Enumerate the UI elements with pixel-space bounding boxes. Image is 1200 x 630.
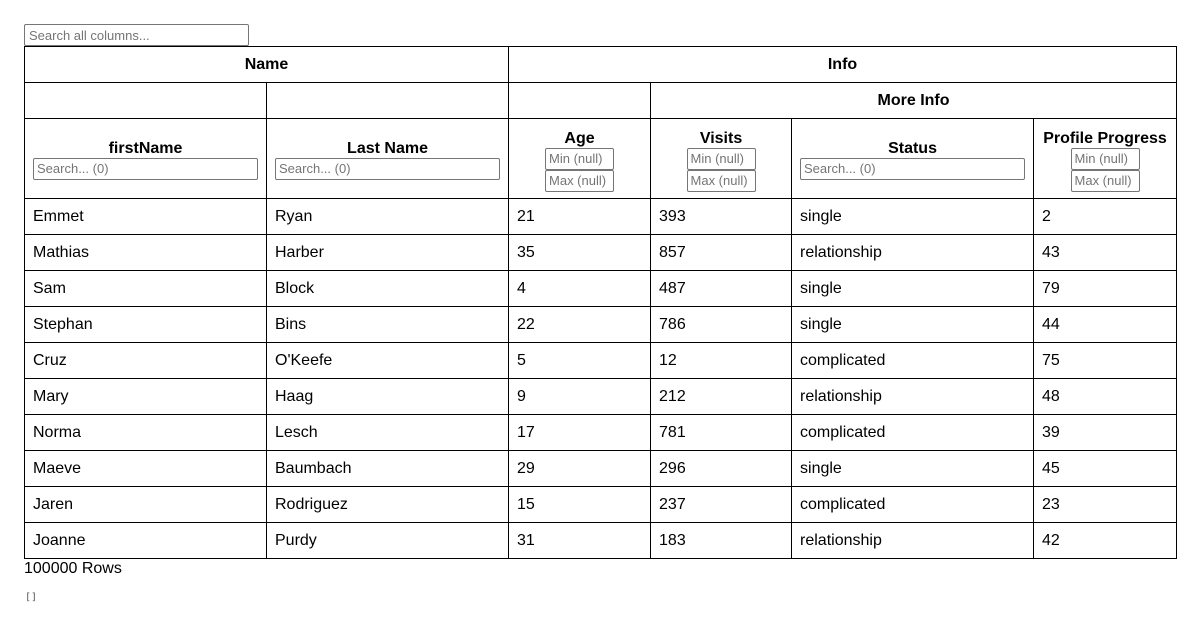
- cell-age: 29: [509, 451, 651, 487]
- column-label-age: Age: [564, 129, 595, 147]
- cell-status: complicated: [792, 343, 1034, 379]
- row-count-label: 100000 Rows: [24, 560, 122, 577]
- cell-firstname: Emmet: [25, 199, 267, 235]
- cell-visits: 786: [651, 307, 792, 343]
- cell-progress: 79: [1034, 271, 1177, 307]
- cell-progress: 23: [1034, 487, 1177, 523]
- column-header-age[interactable]: [509, 119, 651, 199]
- cell-lastname: O'Keefe: [267, 343, 509, 379]
- cell-status: complicated: [792, 415, 1034, 451]
- cell-lastname: Block: [267, 271, 509, 307]
- table-row: [25, 451, 1177, 487]
- column-header-row: [25, 119, 1177, 199]
- filter-min-progress[interactable]: [1071, 148, 1140, 170]
- cell-progress: 39: [1034, 415, 1177, 451]
- column-label-status: Status: [888, 139, 937, 157]
- table-row: [25, 199, 1177, 235]
- cell-visits: 12: [651, 343, 792, 379]
- cell-lastname: Haag: [267, 379, 509, 415]
- cell-firstname: Sam: [25, 271, 267, 307]
- column-header-progress[interactable]: [1034, 119, 1177, 199]
- column-label-visits: Visits: [699, 129, 743, 147]
- cell-status: relationship: [792, 523, 1034, 559]
- cell-lastname: Ryan: [267, 199, 509, 235]
- table-row: [25, 271, 1177, 307]
- cell-progress: 75: [1034, 343, 1177, 379]
- filter-max-age[interactable]: [545, 170, 614, 192]
- data-table: [24, 46, 1177, 559]
- cell-age: 9: [509, 379, 651, 415]
- header-subgroup-row: [25, 83, 1177, 119]
- cell-lastname: Harber: [267, 235, 509, 271]
- cell-firstname: Cruz: [25, 343, 267, 379]
- filter-input-firstname[interactable]: [33, 158, 258, 180]
- cell-progress: 48: [1034, 379, 1177, 415]
- cell-progress: 42: [1034, 523, 1177, 559]
- table-row: [25, 523, 1177, 559]
- cell-visits: 237: [651, 487, 792, 523]
- column-label-lastname: Last Name: [347, 139, 428, 157]
- cell-firstname: Mary: [25, 379, 267, 415]
- filter-max-visits[interactable]: [687, 170, 756, 192]
- cell-status: single: [792, 307, 1034, 343]
- cell-visits: 212: [651, 379, 792, 415]
- cell-age: 5: [509, 343, 651, 379]
- placeholder-header-cell: [509, 83, 651, 119]
- filter-min-age[interactable]: [545, 148, 614, 170]
- cell-firstname: Maeve: [25, 451, 267, 487]
- cell-age: 4: [509, 271, 651, 307]
- cell-progress: 43: [1034, 235, 1177, 271]
- cell-visits: 183: [651, 523, 792, 559]
- column-header-firstname[interactable]: [25, 119, 267, 199]
- filter-state-debug: []: [25, 592, 38, 603]
- cell-visits: 781: [651, 415, 792, 451]
- cell-progress: 44: [1034, 307, 1177, 343]
- column-header-lastname[interactable]: [267, 119, 509, 199]
- placeholder-header-cell: [267, 83, 509, 119]
- group-header-name: Name: [25, 47, 509, 83]
- group-header-info: Info: [509, 47, 1177, 83]
- range-filter-visits: [659, 148, 783, 192]
- cell-age: 15: [509, 487, 651, 523]
- filter-input-status[interactable]: [800, 158, 1025, 180]
- cell-lastname: Baumbach: [267, 451, 509, 487]
- cell-age: 22: [509, 307, 651, 343]
- table-row: [25, 379, 1177, 415]
- column-label-progress: Profile Progress: [1043, 129, 1167, 147]
- placeholder-header-cell: [25, 83, 267, 119]
- filter-max-progress[interactable]: [1071, 170, 1140, 192]
- cell-status: single: [792, 199, 1034, 235]
- cell-lastname: Lesch: [267, 415, 509, 451]
- column-header-visits[interactable]: [651, 119, 792, 199]
- table-row: [25, 487, 1177, 523]
- table-row: [25, 307, 1177, 343]
- cell-visits: 487: [651, 271, 792, 307]
- cell-status: relationship: [792, 379, 1034, 415]
- cell-firstname: Jaren: [25, 487, 267, 523]
- cell-progress: 45: [1034, 451, 1177, 487]
- cell-firstname: Mathias: [25, 235, 267, 271]
- cell-firstname: Stephan: [25, 307, 267, 343]
- cell-age: 17: [509, 415, 651, 451]
- cell-age: 21: [509, 199, 651, 235]
- cell-visits: 393: [651, 199, 792, 235]
- cell-progress: 2: [1034, 199, 1177, 235]
- group-header-more-info: More Info: [651, 83, 1177, 119]
- range-filter-age: [517, 148, 642, 192]
- cell-lastname: Purdy: [267, 523, 509, 559]
- cell-lastname: Rodriguez: [267, 487, 509, 523]
- cell-status: single: [792, 451, 1034, 487]
- cell-age: 35: [509, 235, 651, 271]
- global-search-input[interactable]: [24, 24, 249, 46]
- column-label-firstname: firstName: [108, 139, 183, 157]
- cell-status: relationship: [792, 235, 1034, 271]
- cell-firstname: Joanne: [25, 523, 267, 559]
- table-row: [25, 235, 1177, 271]
- cell-visits: 296: [651, 451, 792, 487]
- header-group-row: [25, 47, 1177, 83]
- cell-age: 31: [509, 523, 651, 559]
- column-header-status[interactable]: [792, 119, 1034, 199]
- cell-visits: 857: [651, 235, 792, 271]
- cell-lastname: Bins: [267, 307, 509, 343]
- cell-status: single: [792, 271, 1034, 307]
- cell-firstname: Norma: [25, 415, 267, 451]
- table-row: [25, 415, 1177, 451]
- range-filter-progress: [1042, 148, 1168, 192]
- cell-status: complicated: [792, 487, 1034, 523]
- filter-input-lastname[interactable]: [275, 158, 500, 180]
- filter-min-visits[interactable]: [687, 148, 756, 170]
- table-row: [25, 343, 1177, 379]
